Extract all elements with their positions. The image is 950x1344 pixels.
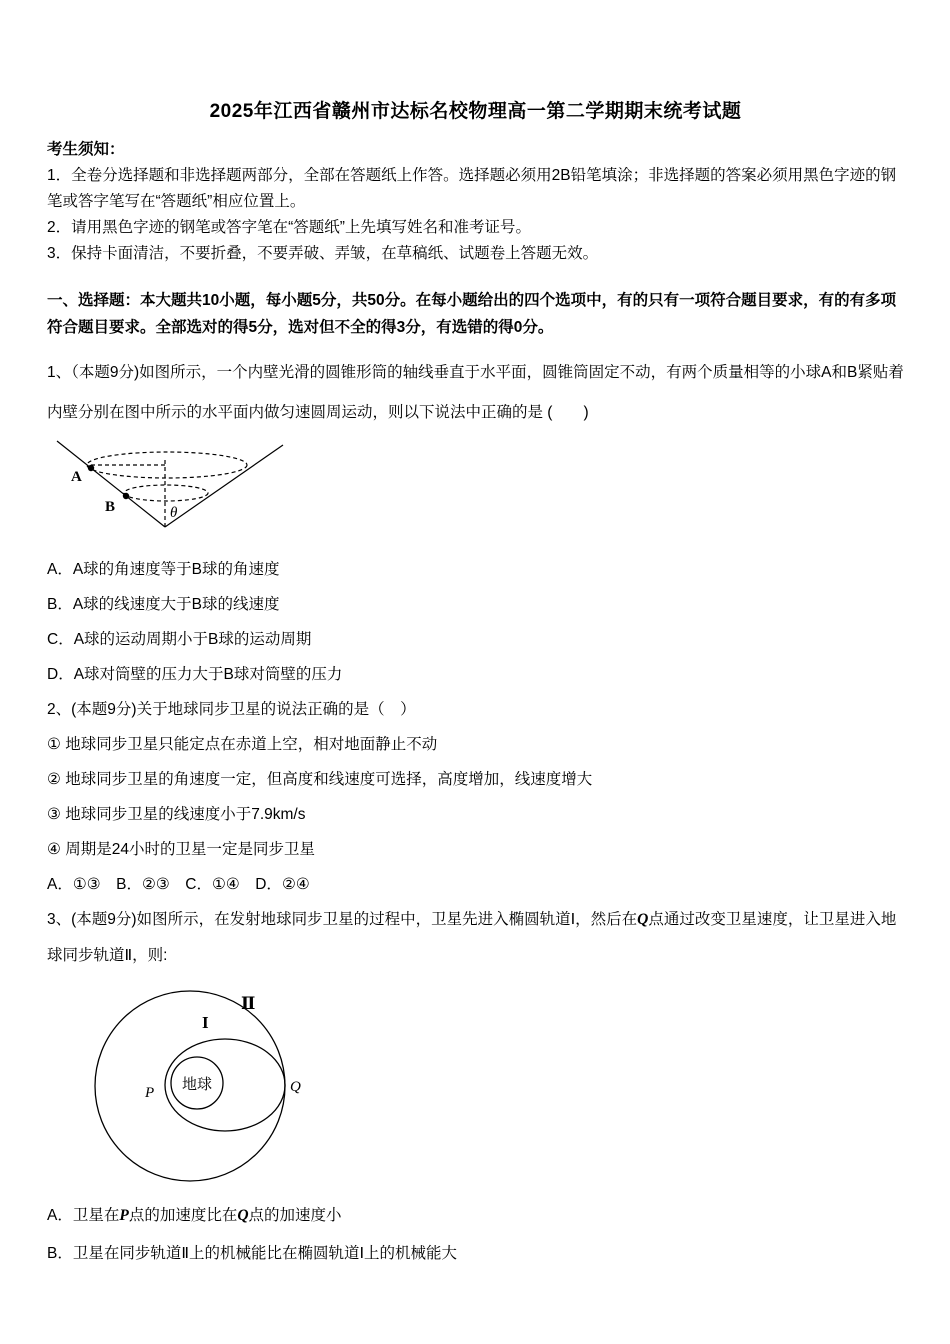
notice-item-2: 2．请用黑色字迹的钢笔或答字笔在“答题纸”上先填写姓名和准考证号。 xyxy=(47,219,531,236)
q3-opta-part3: 点的加速度小 xyxy=(248,1207,342,1224)
q1-figure xyxy=(47,437,904,542)
notice-item-1: 1．全卷分选择题和非选择题两部分，全部在答题纸上作答。选择题必须用2B铅笔填涂；非选择题的答案必须用黑色字迹的钢笔或答字笔写在“答题纸”相应位置上。 xyxy=(47,167,897,210)
notice-heading: 考生须知： xyxy=(47,141,125,158)
label-point-q: Q xyxy=(290,1079,301,1095)
cone-figure-svg xyxy=(47,437,291,537)
ball-b xyxy=(123,493,129,499)
q2-statement-4: ④ 周期是24小时的卫星一定是同步卫星 xyxy=(47,841,315,858)
q1-option-b: B．A球的线速度大于B球的线速度 xyxy=(47,596,280,613)
q3-stem-part1: 3、(本题9分)如图所示，在发射地球同步卫星的过程中，卫星先进入椭圆轨道Ⅰ，然后在 xyxy=(47,911,638,928)
q2-statement-1: ① 地球同步卫星只能定点在赤道上空，相对地面静止不动 xyxy=(47,736,438,753)
q1-option-c: C．A球的运动周期小于B球的运动周期 xyxy=(47,631,312,648)
q3-opta-part1: A．卫星在 xyxy=(47,1207,120,1224)
q2-statement-3: ③ 地球同步卫星的线速度小于7.9km/s xyxy=(47,806,306,823)
orbit-figure-svg xyxy=(75,978,355,1188)
label-ball-b: B xyxy=(105,499,116,515)
q3-option-b: B．卫星在同步轨道Ⅱ上的机械能比在椭圆轨道Ⅰ上的机械能大 xyxy=(47,1245,458,1262)
q3-opta-p-var: P xyxy=(119,1207,129,1224)
q3-stem xyxy=(47,902,904,974)
q2-answer-choices: A．①③ B．②③ C．①④ D．②④ xyxy=(47,876,310,893)
q1-option-d: D．A球对筒壁的压力大于B球对筒壁的压力 xyxy=(47,666,343,683)
q2-stem: 2、(本题9分)关于地球同步卫星的说法正确的是（ ） xyxy=(47,701,416,718)
section-heading: 一、选择题：本大题共10小题，每小题5分，共50分。在每小题给出的四个选项中，有的只有一项符合题目要求，有的有多项符合题目要求。全部选对的得5分，选对但不全的得3分，有选错的得0分。 xyxy=(47,292,897,336)
notice-item-3: 3．保持卡面清洁，不要折叠，不要弄破、弄皱，在草稿纸、试题卷上答题无效。 xyxy=(47,245,599,262)
path-circle-a xyxy=(87,452,247,478)
q3-opta-part2: 点的加速度比在 xyxy=(128,1207,238,1224)
label-orbit-2: Ⅱ xyxy=(241,994,256,1013)
q1-option-a: A．A球的角速度等于B球的角速度 xyxy=(47,561,280,578)
q3-figure xyxy=(75,978,904,1193)
page-title: 2025年江西省赣州市达标名校物理高一第二学期期末统考试题 xyxy=(209,101,742,122)
q2-statement-2: ② 地球同步卫星的角速度一定，但高度和线速度可选择，高度增加，线速度增大 xyxy=(47,771,593,788)
label-point-p: P xyxy=(145,1085,155,1101)
q3-opta-q-var: Q xyxy=(237,1207,249,1224)
label-theta: θ xyxy=(170,505,178,521)
q3-stem-q-var: Q xyxy=(637,911,649,928)
path-circle-b xyxy=(124,485,208,501)
label-orbit-1: I xyxy=(202,1013,209,1032)
ball-a xyxy=(88,465,94,471)
q1-stem: 1、（本题9分)如图所示，一个内壁光滑的圆锥形筒的轴线垂直于水平面，圆锥筒固定不动，有两个质量相等的小球A和B紧贴着内壁分别在图中所示的水平面内做匀速圆周运动，则以下说法中正确的是 ( ) xyxy=(47,364,904,421)
label-ball-a: A xyxy=(71,469,82,485)
q3-stem-part2: 点通过改变卫星速度，让卫星进入地球同步轨道Ⅱ，则: xyxy=(47,911,897,964)
q3-option-a xyxy=(47,1197,904,1235)
label-earth: 地球 xyxy=(181,1076,213,1093)
